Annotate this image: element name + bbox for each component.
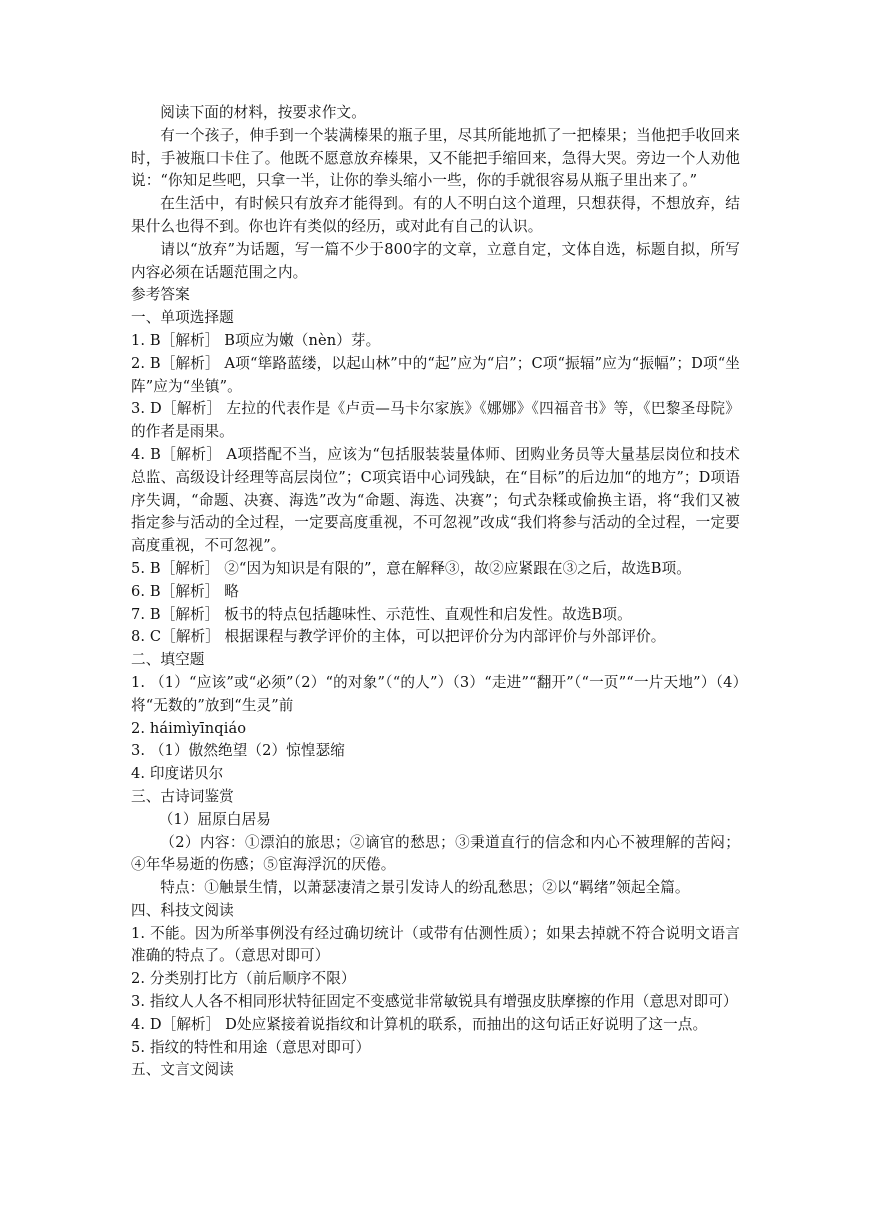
answer-item: 2. B［解析］ A项“筚路蓝缕，以起山林”中的“起”应为“启”；C项“振辐”应为“振幅”；D项“坐阵”应为“坐镇”。 xyxy=(131,354,740,395)
essay-paragraph-2: 在生活中，有时候只有放弃才能得到。有的人不明白这个道理，只想获得，不想放弃，结果什么也得不到。你也许有类似的经历，或对此有自己的认识。 xyxy=(131,195,740,235)
section-title-classical-reading: 五、文言文阅读 xyxy=(131,1061,234,1079)
essay-instruction: 阅读下面的材料，按要求作文。 xyxy=(160,104,366,121)
answer-item: （1）屈原白居易 xyxy=(158,810,271,828)
answer-item: 2. 分类别打比方（前后顺序不限） xyxy=(131,970,356,988)
section-title-poetry: 三、古诗词鉴赏 xyxy=(131,787,234,805)
section-title-fill-blank: 二、填空题 xyxy=(131,651,205,669)
section-title-science-reading: 四、科技文阅读 xyxy=(131,901,234,919)
answer-item: 3. D［解析］ 左拉的代表作是《卢贡—马卡尔家族》《娜娜》《四福音书》等，《巴黎圣母院》的作者是雨果。 xyxy=(131,400,740,441)
answers-heading: 参考答案 xyxy=(131,286,190,304)
answer-item: 6. B［解析］ 略 xyxy=(131,582,239,600)
answer-item: （2）内容：①漂泊的旅思；②谪官的愁思；③秉道直行的信念和内心不被理解的苦闷；④年华易逝的伤感；⑤宦海浮沉的厌倦。 xyxy=(131,833,740,874)
answer-item: 5. B［解析］ ②“因为知识是有限的”，意在解释③，故②应紧跟在③之后，故选B项。 xyxy=(131,559,691,577)
document-body xyxy=(131,102,740,1082)
answer-item: 特点：①触景生情，以萧瑟凄清之景引发诗人的纷乱愁思；②以“羁绪”领起全篇。 xyxy=(160,879,690,897)
answer-item: 1. 不能。因为所举事例没有经过确切统计（或带有估测性质）；如果去掉就不符合说明文语言准确的特点了。（意思对即可） xyxy=(131,924,740,965)
answer-item: 8. C［解析］ 根据课程与教学评价的主体，可以把评价分为内部评价与外部评价。 xyxy=(131,628,666,646)
answer-item: 1. （1）“应该”或“必须”（2）“的对象”（“的人”）（3）“走进”“翻开”（“一页”“一片天地”）（4）将“无数的”放到“生灵”前 xyxy=(131,673,740,714)
answer-item: 3. 指纹人人各不相同形状特征固定不变感觉非常敏锐具有增强皮肤摩擦的作用（意思对即可） xyxy=(131,993,738,1011)
answer-item: 1. B［解析］ B项应为嫩（nèn）芽。 xyxy=(131,331,381,349)
answer-item: 4. B［解析］ A项搭配不当，应该为“包括服装装量体师、团购业务员等大量基层岗位和技术总监、高级设计经理等高层岗位”；C项宾语中心词残缺，在“目标”的后边加“的地方”；D项语序失调，“命题、决赛、海选”改为“命题、海选、决赛”；句式杂糅或偷换主语，将“我们又被指定参与活动的全过程，一定要高度重视，不可忽视”改成“我们将参与活动的全过程，一定要高度重视，不可忽视”。 xyxy=(131,445,740,555)
essay-paragraph-3: 请以“放弃”为话题，写一篇不少于800字的文章，立意自定，文体自选，标题自拟，所写内容必须在话题范围之内。 xyxy=(131,240,740,281)
section-title-single-choice: 一、单项选择题 xyxy=(131,309,234,327)
answer-item: 2. háimìyīnqiáo xyxy=(131,719,247,737)
answer-item: 3. （1）傲然绝望（2）惊惶瑟缩 xyxy=(131,742,345,760)
answer-item: 5. 指纹的特性和用途（意思对即可） xyxy=(131,1038,371,1056)
essay-paragraph-1: 有一个孩子，伸手到一个装满榛果的瓶子里，尽其所能地抓了一把榛果；当他把手收回来时，手被瓶口卡住了。他既不愿意放弃榛果，又不能把手缩回来，急得大哭。旁边一个人劝他说：“你知足些吧，只拿一半，让你的拳头缩小一些，你的手就很容易从瓶子里出来了。” xyxy=(131,126,740,190)
answer-item: 4. D［解析］ D处应紧接着说指纹和计算机的联系，而抽出的这句话正好说明了这一点。 xyxy=(131,1015,708,1033)
answer-item: 7. B［解析］ 板书的特点包括趣味性、示范性、直观性和启发性。故选B项。 xyxy=(131,605,632,623)
answer-item: 4. 印度诺贝尔 xyxy=(131,765,224,783)
